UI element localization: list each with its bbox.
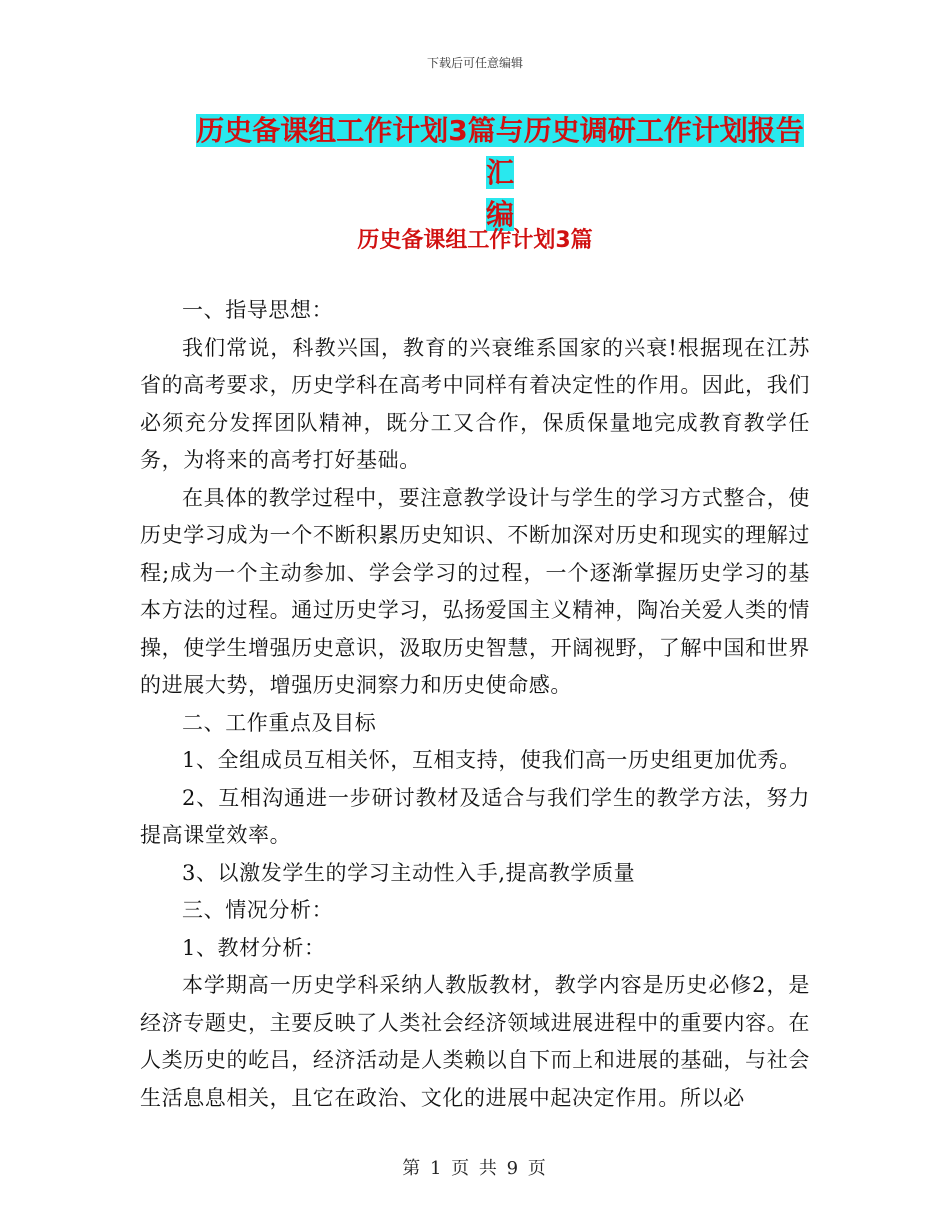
paragraph: 在具体的教学过程中，要注意教学设计与学生的学习方式整合，使历史学习成为一个不断积累历史知识、不断加深对历史和现实的理解过程;成为一个主动参加、学会学习的过程，一个逐渐掌握历史学习的基本方法的过程。通过历史学习，弘扬爱国主义精神，陶冶关爱人类的情操，使学生增强历史意识，汲取历史智慧，开阔视野，了解中国和世界的进展大势，增强历史洞察力和历史使命感。 — [140, 485, 810, 697]
document-title — [190, 110, 810, 236]
heading-guiding-thought: 一、指导思想： — [182, 298, 334, 322]
header-note: 下载后可任意编辑 — [426, 56, 523, 70]
document-title-line-2: 编 — [485, 198, 514, 231]
paragraph: 本学期高一历史学科采纳人教版教材，教学内容是历史必修2，是经济专题史，主要反映了人类社会经济领域进展进程中的重要内容。在人类历史的屹吕，经济活动是人类赖以自下而上和进展的基础，与社会生活息息相关，且它在政治、文化的进展中起决定作用。所以必 — [140, 973, 810, 1110]
paragraph: 我们常说，科教兴国，教育的兴衰维系国家的兴衰!根据现在江苏省的高考要求，历史学科在高考中同样有着决定性的作用。因此，我们必须充分发挥团队精神，既分工又合作，保质保量地完成教育教学任务，为将来的高考打好基础。 — [140, 335, 810, 472]
heading-work-focus: 二、工作重点及目标 — [182, 710, 377, 735]
page-number-footer: 第 1 页 共 9 页 — [402, 1158, 548, 1179]
list-item: 1、全组成员互相关怀，互相支持，使我们高一历史组更加优秀。 — [182, 748, 801, 772]
list-item: 3、以激发学生的学习主动性入手,提高教学质量 — [182, 860, 636, 885]
list-item: 2、互相沟通进一步研讨教材及适合与我们学生的教学方法，努力提高课堂效率。 — [140, 785, 810, 847]
subheading-textbook-analysis: 1、教材分析： — [182, 935, 326, 960]
document-title-line-1: 历史备课组工作计划3篇与历史调研工作计划报告汇 — [196, 114, 804, 189]
document-body — [140, 292, 810, 1117]
heading-situation-analysis: 三、情况分析： — [182, 898, 334, 922]
section-title: 历史备课组工作计划3篇 — [357, 228, 593, 253]
